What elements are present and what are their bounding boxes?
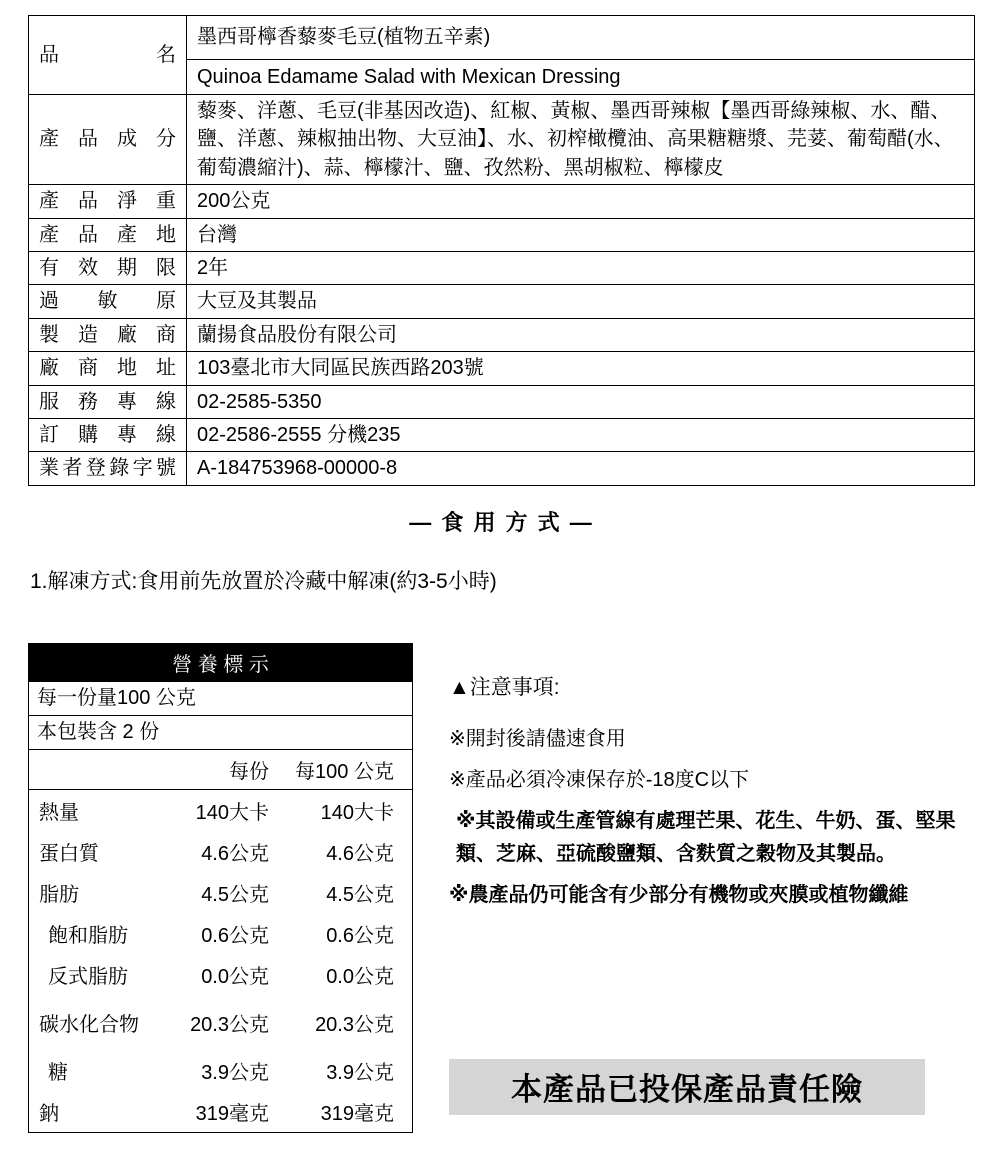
spec-label-product-name: 品 名 (29, 16, 187, 95)
usage-section-title: — 食 用 方 式 — (409, 509, 594, 535)
nutrient-per-100g: 3.9公克 (326, 1061, 394, 1084)
nutrient-per-serving: 0.6公克 (201, 924, 269, 947)
nutrient-per-100g: 0.0公克 (326, 965, 394, 988)
spec-row-allergen (29, 285, 975, 318)
bottom-section (28, 643, 975, 1133)
spec-label-registration-number: 業者登錄字號 (29, 452, 187, 485)
product-name-zh: 墨西哥檸香藜麥毛豆(植物五辛素) (187, 16, 975, 60)
notice-item: ※農產品仍可能含有少部分有機物或夾膜或植物纖維 (449, 884, 909, 907)
shelf-life-value: 2年 (187, 251, 975, 284)
nutrient-per-serving: 0.0公克 (201, 965, 269, 988)
nutrition-row-trans-fat (29, 954, 412, 995)
spec-row-address (29, 352, 975, 385)
spec-label-shelf-life: 有 效 期 限 (29, 251, 187, 284)
nutrition-row-protein (29, 831, 412, 872)
nutrient-per-100g: 4.6公克 (326, 842, 394, 865)
origin-value: 台灣 (187, 218, 975, 251)
notice-item: ※其設備或生產管線有處理芒果、花生、牛奶、蛋、堅果類、芝麻、亞硫酸鹽類、含麩質之穀物及其製品。 (456, 810, 956, 865)
nutrient-per-100g: 0.6公克 (326, 924, 394, 947)
nutrition-facts-panel (28, 643, 413, 1133)
nutrient-name: 脂肪 (39, 883, 79, 906)
nutrient-per-100g: 140大卡 (320, 801, 394, 824)
spec-label-net-weight: 產 品 淨 重 (29, 185, 187, 218)
notice-item: ※開封後請儘速食用 (449, 727, 626, 750)
nutrient-name: 碳水化合物 (39, 1013, 139, 1036)
allergen-value: 大豆及其製品 (187, 285, 975, 318)
nutrient-name: 糖 (48, 1061, 68, 1084)
nutrient-name: 鈉 (39, 1102, 59, 1125)
spec-row-shelf-life (29, 251, 975, 284)
notice-item: ※產品必須冷凍保存於-18度C以下 (449, 769, 750, 792)
liability-insurance-banner: 本產品已投保產品責任險 (449, 1059, 925, 1115)
nutrition-row-carbohydrate (29, 1002, 412, 1043)
spec-label-origin: 產 品 產 地 (29, 218, 187, 251)
servings-per-pack: 本包裝含 2 份 (29, 716, 412, 750)
net-weight-value: 200公克 (187, 185, 975, 218)
spec-row-order-line (29, 418, 975, 451)
spec-row-name (29, 16, 975, 60)
nutrition-header-spacer (39, 755, 159, 784)
spec-label-service-line: 服 務 專 線 (29, 385, 187, 418)
thaw-instruction: 1.解凍方式:食用前先放置於冷藏中解凍(約3-5小時) (30, 569, 497, 593)
nutrition-title: 營 養 標 示 (29, 644, 412, 682)
nutrient-per-serving: 140大卡 (195, 801, 269, 824)
spec-label-address: 廠 商 地 址 (29, 352, 187, 385)
nutrition-row-sugar (29, 1050, 412, 1091)
address-value: 103臺北市大同區民族西路203號 (187, 352, 975, 385)
product-name-en: Quinoa Edamame Salad with Mexican Dressing (187, 60, 975, 95)
nutrition-row-sodium (29, 1091, 412, 1132)
order-line-value: 02-2586-2555 分機235 (187, 418, 975, 451)
service-line-value: 02-2585-5350 (187, 385, 975, 418)
spec-label-ingredients: 產 品 成 分 (29, 95, 187, 185)
nutrient-per-100g: 4.5公克 (326, 883, 394, 906)
spec-row-net-weight (29, 185, 975, 218)
spec-row-origin (29, 218, 975, 251)
registration-number-value: A-184753968-00000-8 (187, 452, 975, 485)
spec-row-registration-number (29, 452, 975, 485)
ingredients-value: 藜麥、洋蔥、毛豆(非基因改造)、紅椒、黃椒、墨西哥辣椒【墨西哥綠辣椒、水、醋、鹽、洋蔥、辣椒抽出物、大豆油】、水、初榨橄欖油、高果糖糖漿、芫荽、葡萄醋(水、葡萄濃縮汁)、蒜、檸檬汁、鹽、孜然粉、黑胡椒粒、檸檬皮 (187, 95, 975, 185)
nutrition-row-fat (29, 872, 412, 913)
nutrient-name: 飽和脂肪 (48, 924, 128, 947)
nutrient-name: 蛋白質 (39, 842, 99, 865)
nutrient-name: 反式脂肪 (48, 965, 128, 988)
nutrition-column-headers (29, 750, 412, 790)
nutrient-name: 熱量 (39, 801, 79, 824)
spec-row-manufacturer (29, 318, 975, 351)
manufacturer-value: 蘭揚食品股份有限公司 (187, 318, 975, 351)
product-spec-table (28, 15, 975, 486)
spec-row-service-line (29, 385, 975, 418)
spec-label-allergen: 過 敏 原 (29, 285, 187, 318)
col-header-per-100g: 每100 公克 (295, 760, 394, 783)
nutrient-per-serving: 3.9公克 (201, 1061, 269, 1084)
nutrient-per-100g: 319毫克 (320, 1102, 394, 1125)
col-header-per-serving: 每份 (229, 760, 269, 783)
notices-title: ▲注意事項: (449, 675, 560, 699)
serving-size: 每一份量100 公克 (29, 682, 412, 716)
spec-label-manufacturer: 製 造 廠 商 (29, 318, 187, 351)
spec-label-order-line: 訂 購 專 線 (29, 418, 187, 451)
nutrient-per-serving: 319毫克 (195, 1102, 269, 1125)
spec-row-ingredients (29, 95, 975, 185)
nutrient-per-serving: 4.6公克 (201, 842, 269, 865)
nutrient-per-100g: 20.3公克 (315, 1013, 394, 1036)
nutrition-row-calories (29, 790, 412, 831)
nutrient-per-serving: 4.5公克 (201, 883, 269, 906)
nutrient-per-serving: 20.3公克 (190, 1013, 269, 1036)
nutrition-row-saturated-fat (29, 913, 412, 954)
notices-section (449, 643, 975, 1133)
